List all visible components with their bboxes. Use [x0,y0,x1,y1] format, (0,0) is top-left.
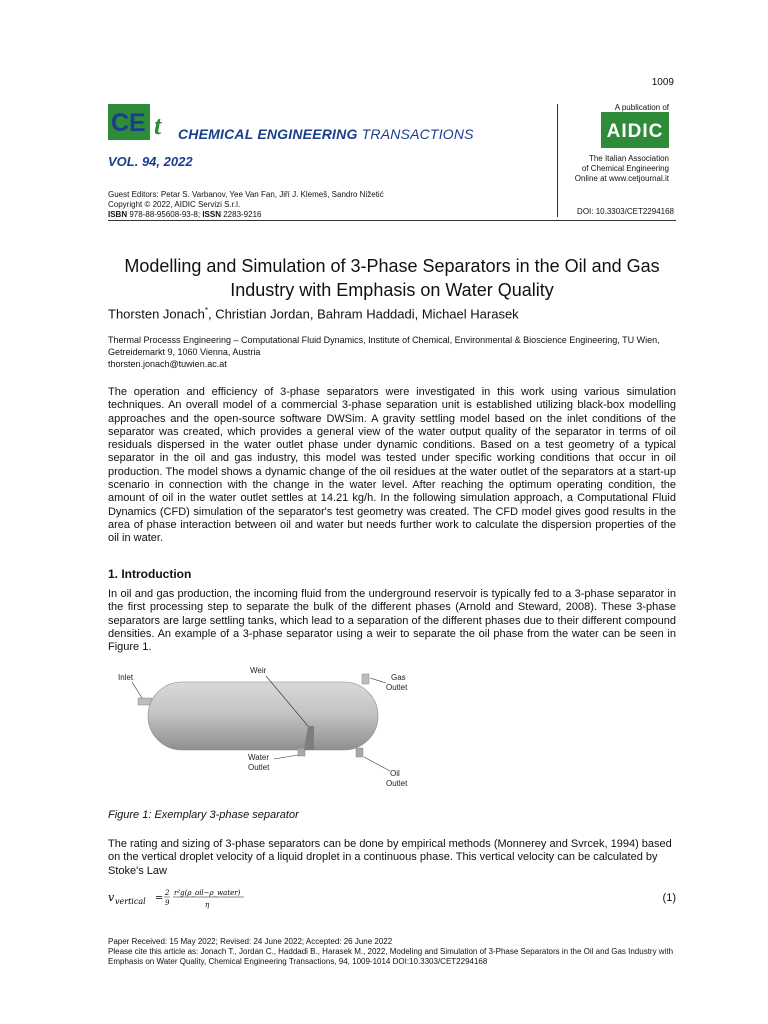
label-weir: Weir [250,666,267,675]
journal-name [178,126,474,142]
page-number: 1009 [651,77,674,88]
aidic-logo [601,112,669,148]
aidic-logo-text: AIDIC [606,121,664,142]
svg-text:t: t [154,111,162,140]
issn-label: ISSN [202,210,221,219]
association-line: The Italian Association [588,154,669,163]
label-gas-outlet-2: Outlet [386,683,408,692]
issn: 2283-9216 [223,210,262,219]
section-heading: 1. Introduction [108,567,192,581]
association-line: Online at www.cetjournal.it [574,174,669,183]
article-title: Modelling and Simulation of 3-Phase Separators in the Oil and Gas Industry with Emphasis on Water Quality [124,256,660,300]
label-oil-outlet-2: Outlet [386,779,408,788]
intro-paragraph: In oil and gas production, the incoming fluid from the underground reservoir is typically fed to a 3-phase separator in the first processing step to separate the bulk of the different phases (Arnold and Steward, 2008). These 3-phase separators are large settling tanks, which lead to a separation of the different phases due to their different compound densities. An example of a 3-phase separator using a weir to separate the oil phase from the water can be seen in Figure 1. [108,588,676,654]
journal-name-rest: TRANSACTIONS [361,126,474,142]
equation-numerator: r²g(ρ_oil−ρ_water) [174,889,241,897]
journal-name-bold: CHEMICAL ENGINEERING [178,126,358,142]
editors-block [108,190,384,220]
equation-lhs: v [108,891,115,904]
association-line: of Chemical Engineering [581,164,669,173]
isbn-label: ISBN [108,210,128,219]
equation-denominator: η [205,901,210,909]
svg-text:CE: CE [111,109,146,137]
abstract: The operation and efficiency of 3-phase separators were investigated in this work using various simulation techniques. An overall model of a commercial 3-phase separation unit is established utilizing black-box modelling approaches and the open-source software DWSim. A gravity settling model based on the inlet conditions of the separator was created, which provides a general view of the water output quality of the separator in terms of oil residuals dispersed in the water outlet phase under dynamic conditions. Based on a test geometry of a typical separator in the oil and gas industry, this model was tested under specific working conditions that occur in oil production. The model shows a dynamic change of the oil residues at the water outlet of the separators at a start-up scenario in connection with the change in the water level. After reaching the optimum operating condition, the amount of oil in the water outlet settles at 14.21 kg/h. In the following simulation approach, a Computational Fluid Dynamics (CFD) simulation of the separator's test geometry was created. The CFD model gives good results in the area of phase interaction between oil and water but needs further work to calculate the dispersion properties of the oil in water. [108,386,676,545]
affiliation: Thermal Processs Engineering – Computational Fluid Dynamics, Institute of Chemical, Environmental & Bioscience Engineering, TU Wien, Getreidemarkt 9, 1060 Vienna, Austria [108,335,660,357]
publication-of: A publication of [614,103,669,112]
corresponding-mark: * [204,306,208,315]
affiliation-block [108,334,668,370]
doi: DOI: 10.3303/CET2294168 [577,207,674,216]
association-info [556,154,669,184]
volume: VOL. 94, 2022 [108,154,193,169]
equation-lhs-sub: vertical [115,897,146,906]
paragraph-stokes: The rating and sizing of 3-phase separators can be done by empirical methods (Monnerey and Svrcek, 1994) based on the vertical droplet velocity of a liquid droplet in a continuous phase. This vertical velocity can be calculated by Stoke's Law [108,838,672,877]
equation-frac-num: 2 [165,889,170,897]
isbn-issn [108,210,384,220]
label-water-outlet-2: Outlet [248,763,270,772]
label-oil-outlet-1: Oil [390,769,400,778]
received-dates: Paper Received: 15 May 2022; Revised: 24 June 2022; Accepted: 26 June 2022 [108,937,393,946]
cet-logo [108,104,174,140]
copyright: Copyright © 2022, AIDIC Servizi S.r.l. [108,200,241,209]
equation-frac-den: 9 [165,899,170,907]
label-inlet: Inlet [118,673,134,682]
footer [108,937,683,967]
separator-figure [108,660,408,800]
other-authors: , Christian Jordan, Bahram Haddadi, Michael Harasek [207,306,519,322]
guest-editors: Guest Editors: Petar S. Varbanov, Yee Van Fan, Jiří J. Klemeš, Sandro Nižetić [108,190,384,199]
header-rule [108,220,676,221]
isbn: 978-88-95608-93-8; [129,210,201,219]
equation-number: (1) [662,892,676,904]
authors [108,306,519,321]
label-gas-outlet-1: Gas [391,673,406,682]
label-water-outlet-1: Water [248,753,270,762]
first-author: Thorsten Jonach [108,306,205,322]
figure-caption: Figure 1: Exemplary 3-phase separator [108,809,299,821]
stokes-equation [108,886,278,912]
email[interactable]: thorsten.jonach@tuwien.ac.at [108,359,227,369]
equation-equals: = [155,893,164,904]
citation: Please cite this article as: Jonach T., Jordan C., Haddadi B., Harasek M., 2022, Modeling and Simulation of 3-Phase Separators in the Oil and Gas Industry with Emphasis on Water Quality, Chemical Engineering Transactions, 94, 1009-1014 DOI:10.3303/CET2294168 [108,947,674,966]
